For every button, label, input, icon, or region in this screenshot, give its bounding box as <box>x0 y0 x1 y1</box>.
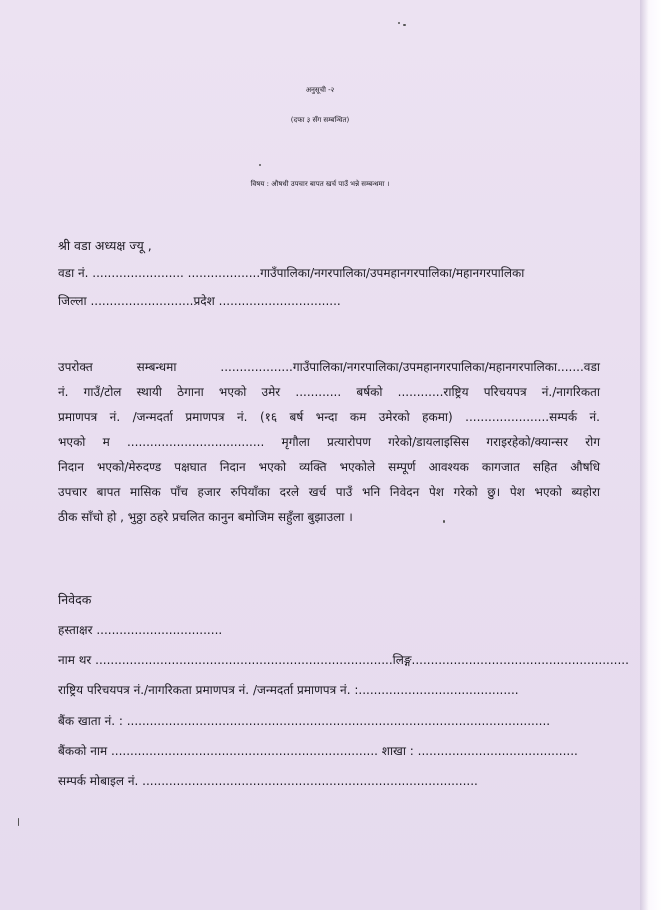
paper-speck <box>398 22 400 24</box>
body-line: उपरोक्त सम्बन्धमा ...................गाउँपालिका/नगरपालिका/उपमहानगरपालिका/महानगरपालिका.......वडा <box>58 360 600 374</box>
name-gender-line: नाम थर ..............................................................................लिङ्ग......................................................... <box>58 653 629 667</box>
salutation: श्री वडा अध्यक्ष ज्यू , <box>58 238 152 253</box>
body-line: ठीक साँचो हो , भुठ्ठा ठहरे प्रचलित कानुन बमोजिम सहुँला बुझाउला । <box>58 510 353 524</box>
applicant-label: निवेदक <box>58 592 92 607</box>
district-line: जिल्ला ...........................प्रदेश ................................ <box>58 294 341 308</box>
body-line: उपचार बापत मासिक पाँच हजार रुपियाँका दरले खर्च पाउँ भनि निवेदन पेश गरेको छु। पेश भएको ब्यहोरा <box>58 485 600 499</box>
paper-edge <box>640 0 662 910</box>
paper-speck <box>259 164 261 166</box>
body-line: निदान भएको/मेरुदण्ड पक्षघात निदान भएको व्यक्ति भएकोले सम्पूर्ण आवश्यक कागजात सहित औषधि <box>58 460 600 474</box>
paper-speck <box>18 818 19 826</box>
mobile-line: सम्पर्क मोबाइल नं. ........................................................................................ <box>58 774 478 788</box>
schedule-title: अनुसूची -२ <box>305 86 335 94</box>
body-line: प्रमाणपत्र नं. /जन्मदर्ता प्रमाणपत्र नं. (१६ बर्ष भन्दा कम उमेरको हकमा) ......................सम्पर्क नं. <box>58 410 600 424</box>
bank-account-line: बैंक खाता नं. : ............................................................................................................... <box>58 714 551 728</box>
ward-line: वडा नं. ........................ ...................गाउँपालिका/नगरपालिका/उपमहानगरपालिका/महानगरपालिका <box>58 266 525 280</box>
id-number-line: राष्ट्रिय परिचयपत्र नं./नागरिकता प्रमाणपत्र नं. /जन्मदर्ता प्रमाणपत्र नं. :.......................................... <box>58 683 519 697</box>
paper-speck <box>443 520 445 523</box>
body-line: भएको म .................................... मृगौला प्रत्यारोपण गरेको/डायलाइसिस गराइरहेको/क्यान्सर रोग <box>58 435 600 449</box>
body-paragraph <box>58 355 600 530</box>
body-line: नं. गाउँ/टोल स्थायी ठेगाना भएको उमेर ............ बर्षको ............राष्ट्रिय परिचयपत्र नं./नागरिकता <box>58 385 600 399</box>
bank-name-branch-line: बैंकको नाम ...................................................................... शाखा : .......................................... <box>58 744 578 758</box>
subject-line: विषय : औषधी उपचार बापत खर्च पाउँ भन्ने सम्बन्धमा । <box>250 180 390 188</box>
paper-speck <box>403 24 406 26</box>
signature-line: हस्ताक्षर ................................. <box>58 623 223 637</box>
related-section: (दफा ३ सँग सम्बन्धित) <box>290 116 350 124</box>
